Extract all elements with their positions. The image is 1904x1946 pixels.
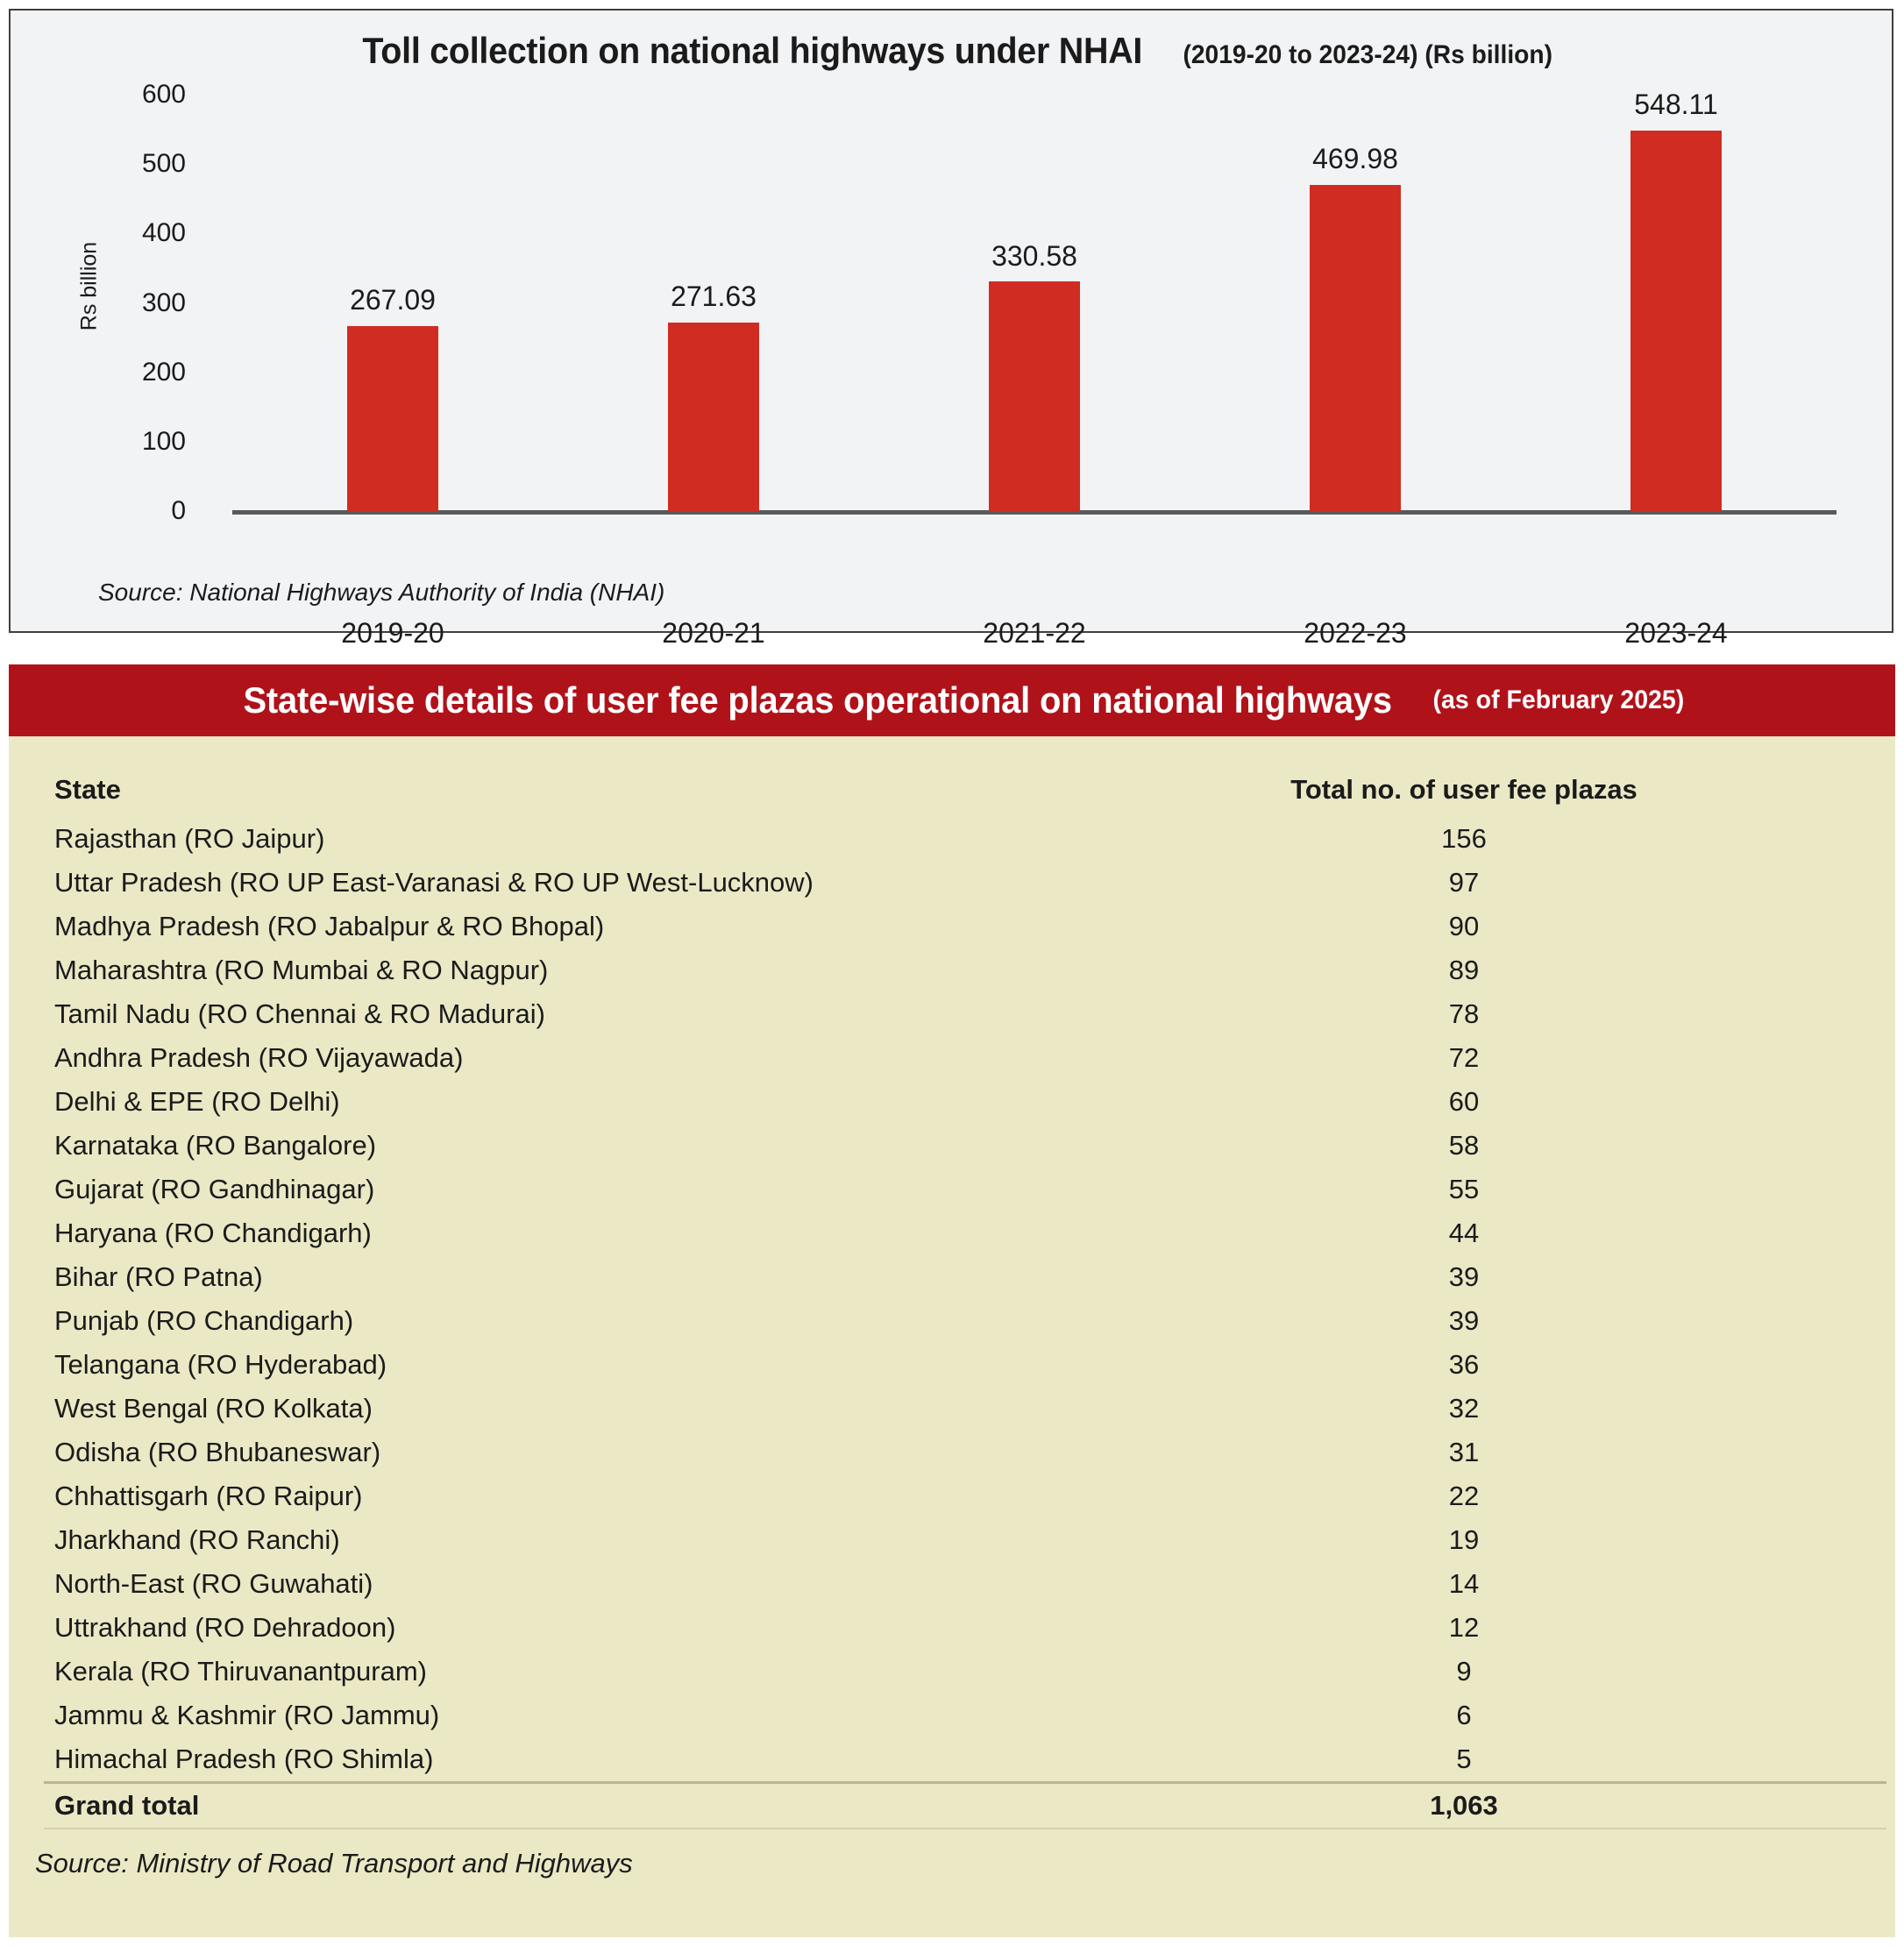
cell-count: 60 [1448, 1086, 1480, 1117]
bar-2023-24[interactable] [1630, 131, 1722, 511]
cell-state: Madhya Pradesh (RO Jabalpur & RO Bhopal) [54, 911, 605, 941]
cell-spacer [1683, 1694, 1886, 1737]
bar-value-label-2023-24: 548.11 [1634, 89, 1718, 121]
cell-state: Maharashtra (RO Mumbai & RO Nagpur) [54, 955, 549, 985]
table-row [44, 992, 1886, 1036]
y-tick-400: 400 [141, 218, 186, 248]
cell-count: 90 [1448, 911, 1480, 941]
cell-spacer [1683, 992, 1886, 1036]
table-row [44, 1343, 1886, 1387]
cell-state: Chhattisgarh (RO Raipur) [54, 1481, 363, 1511]
cell-state: Uttar Pradesh (RO UP East-Varanasi & RO UP West-Lucknow) [54, 867, 814, 898]
bar-2021-22[interactable] [989, 281, 1080, 511]
cell-spacer [1683, 1299, 1886, 1343]
cell-spacer [1683, 1606, 1886, 1650]
y-tick-100: 100 [141, 426, 186, 456]
cell-count: 36 [1448, 1349, 1480, 1380]
table-row [44, 1080, 1886, 1124]
cell-count: 89 [1448, 955, 1480, 985]
y-tick-0: 0 [171, 496, 186, 525]
cell-spacer [1683, 861, 1886, 905]
cell-spacer [1683, 1474, 1886, 1518]
table-row [44, 948, 1886, 992]
table-row [44, 1299, 1886, 1343]
bar-slot-2022-23 [1195, 95, 1516, 649]
cell-count: 6 [1456, 1700, 1472, 1730]
cell-spacer [1683, 1737, 1886, 1783]
cell-count: 39 [1448, 1261, 1480, 1292]
bar-2020-21[interactable] [668, 323, 759, 511]
table-row [44, 1606, 1886, 1650]
chart-source-note: Source: National Highways Authority of India (NHAI) [98, 579, 665, 606]
chart-title [11, 30, 1892, 72]
table-row [44, 905, 1886, 948]
cell-count: 19 [1448, 1524, 1480, 1555]
table-row [44, 1737, 1886, 1783]
table-row [44, 1387, 1886, 1431]
toll-collection-chart-panel [9, 9, 1893, 649]
table-header [44, 763, 1886, 817]
cell-count: 39 [1448, 1305, 1480, 1336]
cell-count: 44 [1448, 1218, 1480, 1248]
table-source-note: Source: Ministry of Road Transport and Highways [35, 1848, 633, 1879]
x-tick-2019-20: 2019-20 [341, 617, 444, 649]
cell-spacer [1683, 1255, 1886, 1299]
cell-state: Bihar (RO Patna) [54, 1261, 263, 1292]
bar-slot-2023-24 [1516, 89, 1837, 649]
user-fee-plazas-table-panel [9, 736, 1895, 1937]
cell-state: Karnataka (RO Bangalore) [54, 1130, 377, 1161]
cell-count: 32 [1448, 1393, 1480, 1424]
cell-state: Jammu & Kashmir (RO Jammu) [54, 1700, 440, 1730]
cell-state: Telangana (RO Hyderabad) [54, 1349, 387, 1380]
cell-count: 12 [1448, 1612, 1480, 1643]
cell-state: Tamil Nadu (RO Chennai & RO Madurai) [54, 998, 545, 1029]
user-fee-plazas-table [44, 763, 1886, 1829]
table-banner-title: State-wise details of user fee plazas operational on national highways [243, 679, 1393, 721]
cell-count: 9 [1456, 1656, 1472, 1687]
table-header-row [44, 763, 1886, 817]
table-row [44, 1168, 1886, 1211]
bar-slot-2021-22 [874, 95, 1195, 649]
table-row [44, 817, 1886, 861]
y-tick-200: 200 [141, 357, 186, 387]
cell-spacer [1683, 1124, 1886, 1168]
chart-title-main: Toll collection on national highways under NHAI [362, 30, 1143, 71]
bar-value-label-2021-22: 330.58 [991, 239, 1077, 272]
cell-state: Uttrakhand (RO Dehradoon) [54, 1612, 396, 1643]
table-row [44, 1694, 1886, 1737]
y-axis-title: Rs billion [76, 241, 102, 331]
column-header-state: State [54, 774, 121, 805]
cell-count: 5 [1456, 1744, 1472, 1774]
cell-spacer [1683, 1080, 1886, 1124]
cell-grand-total-count: 1,063 [1245, 1783, 1683, 1829]
y-tick-300: 300 [141, 288, 186, 317]
y-tick-600: 600 [141, 80, 186, 109]
x-tick-2021-22: 2021-22 [983, 617, 1086, 649]
table-row [44, 1518, 1886, 1562]
cell-state: Odisha (RO Bhubaneswar) [54, 1437, 381, 1467]
bar-2022-23[interactable] [1310, 185, 1401, 511]
cell-state: Gujarat (RO Gandhinagar) [54, 1174, 375, 1204]
table-row [44, 1650, 1886, 1694]
bar-value-label-2019-20: 267.09 [350, 284, 436, 316]
cell-count: 55 [1448, 1174, 1480, 1204]
bar-slot-2020-21 [553, 95, 874, 649]
table-banner [9, 664, 1895, 736]
cell-state: Himachal Pradesh (RO Shimla) [54, 1744, 434, 1774]
cell-spacer [1683, 1211, 1886, 1255]
x-tick-2022-23: 2022-23 [1304, 617, 1407, 649]
table-row [44, 1562, 1886, 1606]
cell-grand-total-label: Grand total [44, 1783, 1245, 1829]
cell-spacer [1683, 1343, 1886, 1387]
table-row [44, 861, 1886, 905]
cell-spacer [1683, 1431, 1886, 1474]
table-banner-subtitle: (as of February 2025) [1432, 685, 1685, 714]
bar-2019-20[interactable] [347, 326, 438, 511]
cell-count: 58 [1448, 1130, 1480, 1161]
cell-spacer [1683, 1783, 1886, 1829]
cell-spacer [1683, 1387, 1886, 1431]
cell-count: 72 [1448, 1042, 1480, 1073]
cell-count: 97 [1448, 867, 1480, 898]
cell-spacer [1683, 1562, 1886, 1606]
bar-value-label-2022-23: 469.98 [1312, 143, 1398, 175]
cell-spacer [1683, 905, 1886, 948]
cell-state: Rajasthan (RO Jaipur) [54, 823, 325, 854]
x-tick-2020-21: 2020-21 [662, 617, 765, 649]
cell-count: 31 [1448, 1437, 1480, 1467]
y-tick-500: 500 [141, 149, 186, 179]
bar-value-label-2020-21: 271.63 [671, 281, 757, 313]
cell-spacer [1683, 817, 1886, 861]
column-header-count: Total no. of user fee plazas [1290, 774, 1638, 805]
cell-spacer [1683, 1168, 1886, 1211]
x-tick-2023-24: 2023-24 [1624, 617, 1728, 649]
column-header-spacer [1683, 763, 1886, 817]
cell-count: 22 [1448, 1481, 1480, 1511]
table-row [44, 1036, 1886, 1080]
cell-spacer [1683, 1036, 1886, 1080]
chart-title-subtitle: (2019-20 to 2023-24) (Rs billion) [1183, 40, 1553, 69]
cell-state: Punjab (RO Chandigarh) [54, 1305, 354, 1336]
cell-count: 156 [1441, 823, 1487, 854]
table-row [44, 1255, 1886, 1299]
table-body [44, 817, 1886, 1829]
cell-spacer [1683, 1518, 1886, 1562]
cell-state: North-East (RO Guwahati) [54, 1568, 373, 1599]
table-row [44, 1431, 1886, 1474]
cell-state: Kerala (RO Thiruvanantpuram) [54, 1656, 427, 1687]
cell-state: Jharkhand (RO Ranchi) [54, 1524, 340, 1555]
cell-count: 14 [1448, 1568, 1480, 1599]
cell-spacer [1683, 1650, 1886, 1694]
table-row [44, 1474, 1886, 1518]
y-axis-tick-labels [116, 80, 186, 525]
cell-count: 78 [1448, 998, 1480, 1029]
cell-state: Andhra Pradesh (RO Vijayawada) [54, 1042, 464, 1073]
cell-state: Delhi & EPE (RO Delhi) [54, 1086, 340, 1117]
table-row [44, 1124, 1886, 1168]
table-row-grand-total [44, 1783, 1886, 1829]
cell-state: West Bengal (RO Kolkata) [54, 1393, 373, 1424]
cell-state: Haryana (RO Chandigarh) [54, 1218, 372, 1248]
table-row [44, 1211, 1886, 1255]
cell-spacer [1683, 948, 1886, 992]
